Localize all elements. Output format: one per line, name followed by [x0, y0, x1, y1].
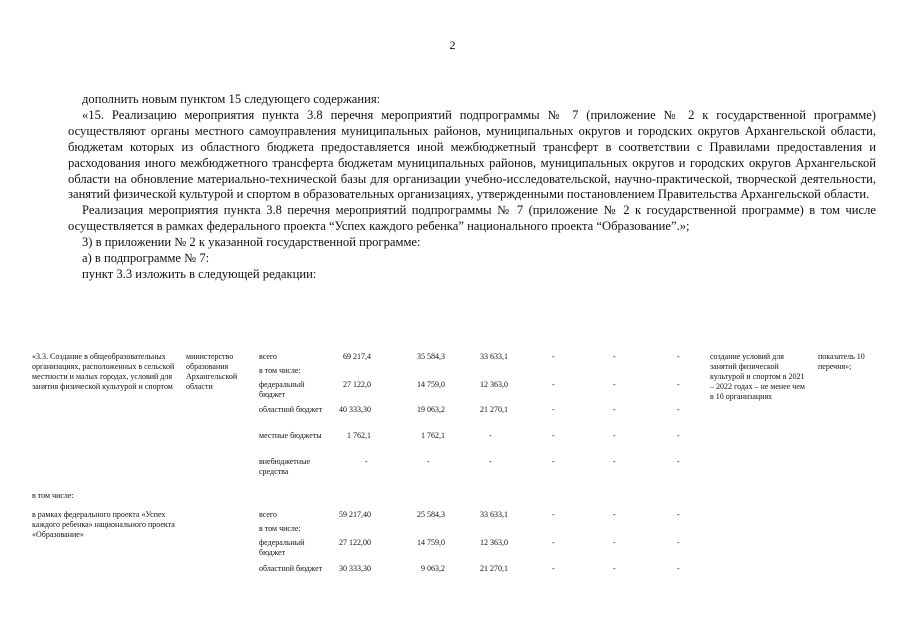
table-cell: - — [552, 510, 555, 519]
table-row-source: в том числе: — [259, 524, 301, 533]
table-cell: 14 759,0 — [417, 380, 445, 389]
table-cell: - — [552, 380, 555, 389]
table-row-source: всего — [259, 510, 278, 519]
table-cell: 40 333,30 — [339, 405, 371, 414]
table-cell: 27 122,0 — [343, 380, 371, 389]
table-cell: 25 584,3 — [417, 510, 445, 519]
table-cell: 33 633,1 — [480, 510, 508, 519]
table-cell: 59 217,40 — [339, 510, 371, 519]
table-result: создание условий для занятий физической культурой и спортом в 2021 – 2022 годах – не менее чем в 10 организациях — [710, 352, 805, 401]
table-cell: - — [613, 457, 616, 466]
table-row-source: в том числе: — [259, 366, 301, 375]
table-cell: 9 063,2 — [421, 564, 445, 573]
table-cell: - — [677, 352, 680, 361]
table-cell: - — [552, 405, 555, 414]
table-cell: 27 122,00 — [339, 538, 371, 547]
paragraph-1: дополнить новым пунктом 15 следующего содержания: — [82, 92, 381, 106]
table-cell: - — [489, 431, 492, 440]
table-cell: - — [677, 405, 680, 414]
table-row-source: федеральный бюджет — [259, 380, 305, 399]
table-cell: 12 363,0 — [480, 538, 508, 547]
table-cell: 1 762,1 — [347, 431, 371, 440]
table-cell: - — [613, 538, 616, 547]
table-row-source: внебюджетные средства — [259, 457, 310, 476]
table-indicator: показатель 10 перечня»; — [818, 352, 865, 371]
table-cell: - — [613, 431, 616, 440]
table-cell: - — [677, 431, 680, 440]
table-cell: - — [613, 380, 616, 389]
table-cell: - — [365, 457, 368, 466]
table-row-source: местные бюджеты — [259, 431, 322, 440]
table-cell: - — [677, 380, 680, 389]
table-cell: - — [552, 564, 555, 573]
table-cell: - — [489, 457, 492, 466]
table-cell: 21 270,1 — [480, 564, 508, 573]
table-cell: - — [552, 431, 555, 440]
page-number: 2 — [449, 38, 456, 52]
paragraph-2: «15. Реализацию мероприятия пункта 3.8 перечня мероприятий подпрограммы № 7 (приложение № 2 к государственной программе) осуществляют органы местного самоуправления муниципальных районов, муниципальных округов и городских округов Архангельской области, бюджетам которых из областного бюджета предоставляется иной межбюджетный трансферт в соответствии с Правилами предоставления и расходования иного межбюджетного трансферта бюджетам муниципальных районов, муниципальных округов и городских округов Архангельской области на обновление материально-технической базы для организации учебно-исследовательской, научно-практической, творческой деятельности, занятий физической культурой и спортом в образовательных организациях, утвержденными постановлением Правительства Архангельской области. — [68, 107, 876, 202]
table-row-source: федеральный бюджет — [259, 538, 305, 557]
table-row-source: областной бюджет — [259, 405, 323, 414]
table-cell: - — [552, 352, 555, 361]
table-subheading: в том числе: — [32, 491, 74, 500]
table-cell: - — [677, 538, 680, 547]
table-cell: 14 759,0 — [417, 538, 445, 547]
table-item-name: «3.3. Создание в общеобразовательных организациях, расположенных в сельской местности и малых городах, условий для занятия физической культурой и спортом — [32, 352, 175, 391]
table-cell: - — [677, 457, 680, 466]
table-cell: 1 762,1 — [421, 431, 445, 440]
paragraph-4: 3) в приложении № 2 к указанной государственной программе: — [82, 235, 421, 250]
table-cell: 33 633,1 — [480, 352, 508, 361]
table-cell: - — [427, 457, 430, 466]
table-project-name: в рамках федерального проекта «Успех каждого ребенка» национального проекта «Образование» — [32, 510, 175, 539]
table-cell: 19 063,2 — [417, 405, 445, 414]
table-cell: 69 217,4 — [343, 352, 371, 361]
table-cell: - — [613, 352, 616, 361]
table-cell: 30 333,30 — [339, 564, 371, 573]
table-organization: министерство образования Архангельской области — [186, 352, 238, 391]
table-cell: 12 363,0 — [480, 380, 508, 389]
paragraph-3: Реализация мероприятия пункта 3.8 перечня мероприятий подпрограммы № 7 (приложение № 2 к государственной программе) в том числе осуществляется в рамках федерального проекта “Успех каждого ребенка” национального проекта “Образование”.»; — [68, 203, 876, 234]
table-cell: - — [613, 564, 616, 573]
table-cell: - — [613, 405, 616, 414]
paragraph-5: а) в подпрограмме № 7: — [82, 251, 210, 266]
table-cell: - — [552, 538, 555, 547]
paragraph-6: пункт 3.3 изложить в следующей редакции: — [82, 266, 317, 281]
table-cell: - — [677, 510, 680, 519]
table-cell: - — [552, 457, 555, 466]
table-cell: - — [613, 510, 616, 519]
table-row-source: всего — [259, 352, 278, 361]
table-cell: 35 584,3 — [417, 352, 445, 361]
table-row-source: областной бюджет — [259, 564, 323, 573]
table-cell: 21 270,1 — [480, 405, 508, 414]
table-cell: - — [677, 564, 680, 573]
